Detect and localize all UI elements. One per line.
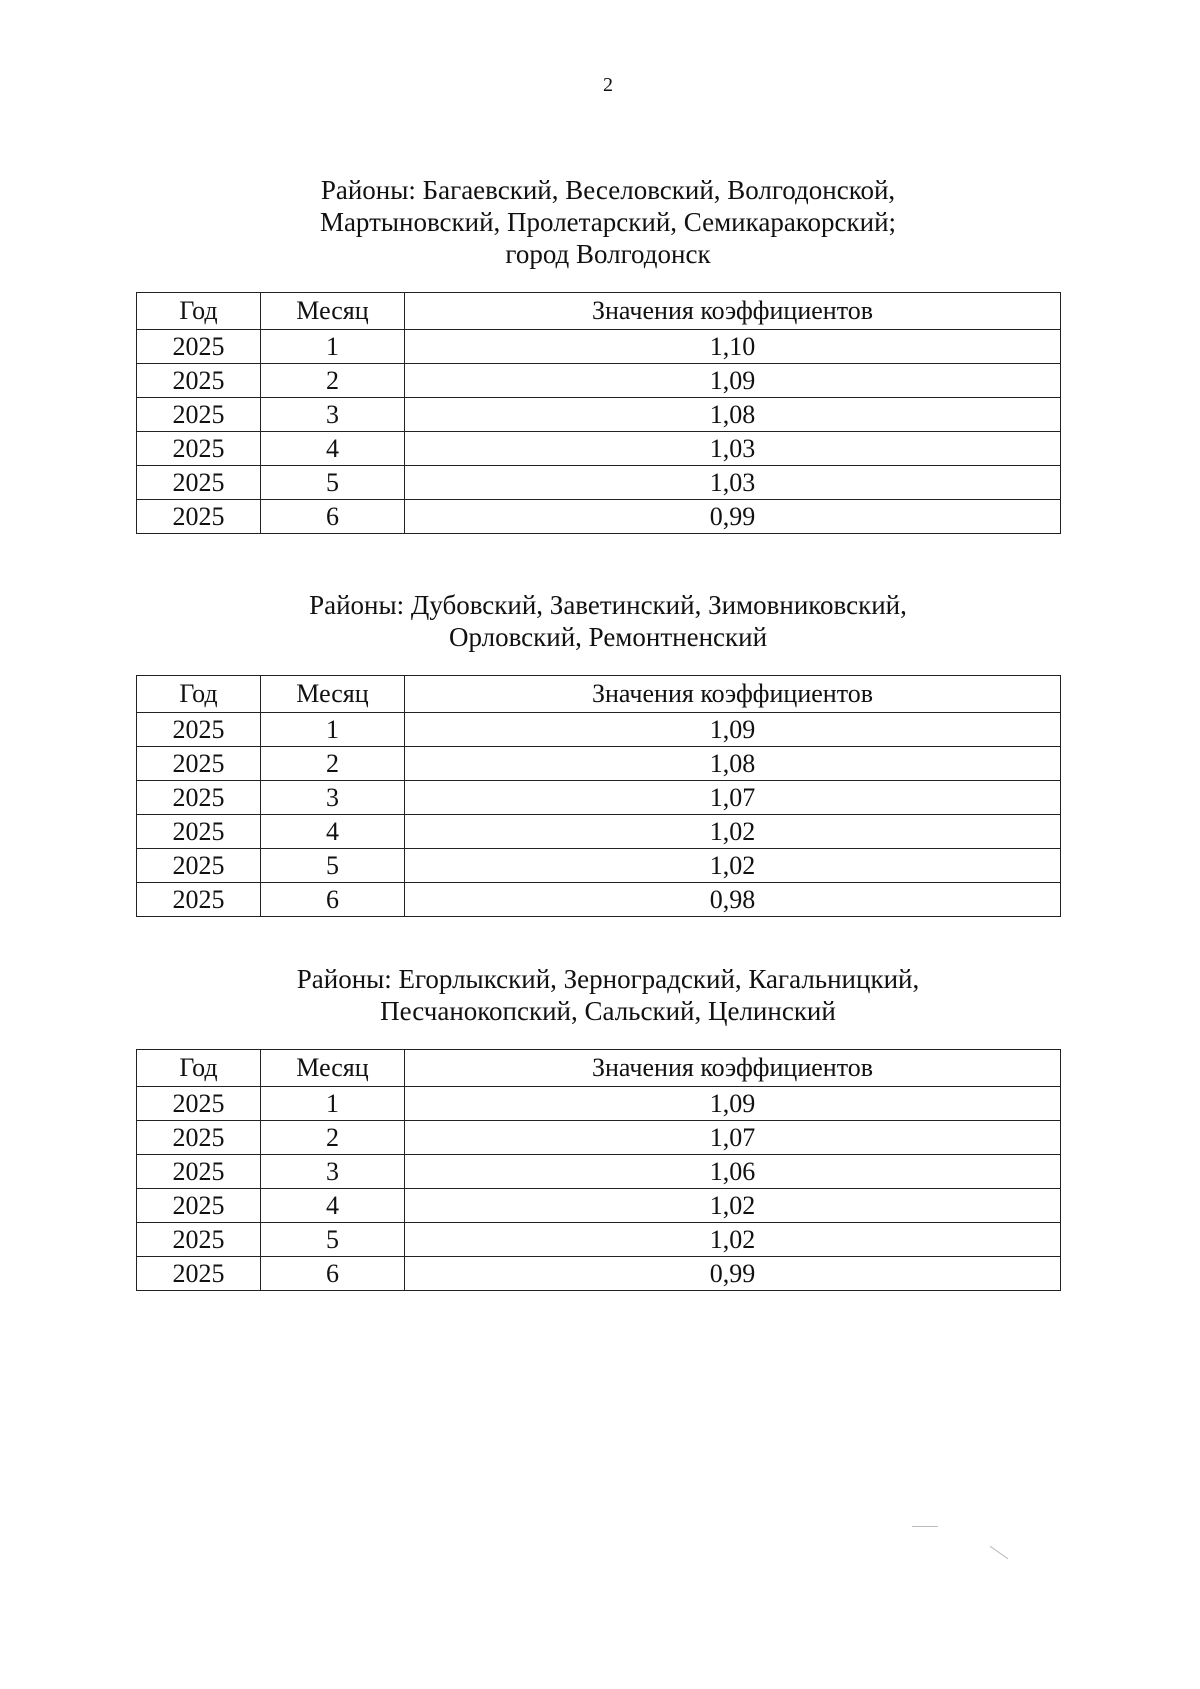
- cell-year: 2025: [137, 849, 261, 883]
- cell-year: 2025: [137, 432, 261, 466]
- cell-value: 1,07: [405, 781, 1061, 815]
- column-header-year: Год: [137, 293, 261, 330]
- cell-value: 1,09: [405, 364, 1061, 398]
- heading-line: Районы: Багаевский, Веселовский, Волгодонской,: [320, 175, 896, 205]
- cell-year: 2025: [137, 1189, 261, 1223]
- page-number: 2: [603, 74, 613, 96]
- cell-year: 2025: [137, 1087, 261, 1121]
- column-header-year: Год: [137, 1050, 261, 1087]
- heading-line: Мартыновский, Пролетарский, Семикаракорский;: [319, 207, 897, 237]
- cell-year: 2025: [137, 815, 261, 849]
- cell-month: 6: [261, 500, 405, 534]
- cell-year: 2025: [137, 1223, 261, 1257]
- cell-value: 1,06: [405, 1155, 1061, 1189]
- cell-month: 2: [261, 747, 405, 781]
- scan-artifact: [912, 1526, 938, 1527]
- cell-value: 0,99: [405, 1257, 1061, 1291]
- cell-year: 2025: [137, 713, 261, 747]
- column-header-month: Месяц: [261, 676, 405, 713]
- column-header-month: Месяц: [261, 293, 405, 330]
- table-row: [137, 500, 1061, 534]
- cell-year: 2025: [137, 781, 261, 815]
- table-row: [137, 1121, 1061, 1155]
- table-row: [137, 713, 1061, 747]
- table-row: [137, 1155, 1061, 1189]
- cell-value: 1,02: [405, 849, 1061, 883]
- cell-month: 4: [261, 1189, 405, 1223]
- table-row: [137, 398, 1061, 432]
- cell-year: 2025: [137, 500, 261, 534]
- cell-year: 2025: [137, 330, 261, 364]
- heading-line: город Волгодонск: [505, 239, 711, 269]
- cell-month: 1: [261, 713, 405, 747]
- cell-value: 0,99: [405, 500, 1061, 534]
- cell-month: 2: [261, 1121, 405, 1155]
- table-header-row: [137, 1050, 1061, 1087]
- heading-line: Районы: Егорлыкский, Зерноградский, Кагальницкий,: [296, 964, 920, 994]
- coefficients-table: [136, 1049, 1061, 1291]
- table-row: [137, 1189, 1061, 1223]
- cell-year: 2025: [137, 1121, 261, 1155]
- table-row: [137, 364, 1061, 398]
- cell-value: 1,09: [405, 713, 1061, 747]
- cell-year: 2025: [137, 466, 261, 500]
- column-header-month: Месяц: [261, 1050, 405, 1087]
- cell-value: 1,08: [405, 398, 1061, 432]
- cell-month: 3: [261, 1155, 405, 1189]
- cell-month: 6: [261, 1257, 405, 1291]
- column-header-value: Значения коэффициентов: [405, 293, 1061, 330]
- cell-value: 1,09: [405, 1087, 1061, 1121]
- column-header-value: Значения коэффициентов: [405, 676, 1061, 713]
- table-row: [137, 781, 1061, 815]
- column-header-year: Год: [137, 676, 261, 713]
- cell-month: 1: [261, 1087, 405, 1121]
- cell-value: 1,02: [405, 1189, 1061, 1223]
- cell-month: 5: [261, 466, 405, 500]
- cell-year: 2025: [137, 747, 261, 781]
- section-heading: [136, 589, 1060, 653]
- column-header-value: Значения коэффициентов: [405, 1050, 1061, 1087]
- section-heading: [136, 174, 1060, 270]
- cell-year: 2025: [137, 1155, 261, 1189]
- cell-year: 2025: [137, 398, 261, 432]
- cell-year: 2025: [137, 1257, 261, 1291]
- coefficients-table: [136, 292, 1061, 534]
- section-1: [136, 174, 1060, 534]
- cell-month: 3: [261, 398, 405, 432]
- cell-year: 2025: [137, 883, 261, 917]
- section-3: [136, 963, 1060, 1291]
- table-row: [137, 1223, 1061, 1257]
- coefficients-table: [136, 675, 1061, 917]
- cell-month: 4: [261, 432, 405, 466]
- table-row: [137, 466, 1061, 500]
- cell-month: 6: [261, 883, 405, 917]
- table-header-row: [137, 676, 1061, 713]
- section-2: [136, 589, 1060, 917]
- cell-month: 4: [261, 815, 405, 849]
- section-heading: [136, 963, 1060, 1027]
- heading-line: Орловский, Ремонтненский: [448, 622, 768, 652]
- table-row: [137, 432, 1061, 466]
- cell-year: 2025: [137, 364, 261, 398]
- table-row: [137, 815, 1061, 849]
- cell-month: 5: [261, 1223, 405, 1257]
- cell-value: 1,03: [405, 466, 1061, 500]
- heading-line: Песчанокопский, Сальский, Целинский: [380, 996, 836, 1026]
- table-row: [137, 1087, 1061, 1121]
- cell-month: 3: [261, 781, 405, 815]
- cell-month: 5: [261, 849, 405, 883]
- scan-artifact: [990, 1546, 1009, 1559]
- table-row: [137, 849, 1061, 883]
- cell-value: 1,10: [405, 330, 1061, 364]
- table-header-row: [137, 293, 1061, 330]
- cell-value: 1,08: [405, 747, 1061, 781]
- cell-value: 1,02: [405, 815, 1061, 849]
- table-row: [137, 883, 1061, 917]
- cell-value: 1,07: [405, 1121, 1061, 1155]
- table-row: [137, 330, 1061, 364]
- cell-value: 0,98: [405, 883, 1061, 917]
- cell-month: 1: [261, 330, 405, 364]
- heading-line: Районы: Дубовский, Заветинский, Зимовниковский,: [309, 590, 907, 620]
- cell-value: 1,02: [405, 1223, 1061, 1257]
- cell-month: 2: [261, 364, 405, 398]
- table-row: [137, 1257, 1061, 1291]
- cell-value: 1,03: [405, 432, 1061, 466]
- table-row: [137, 747, 1061, 781]
